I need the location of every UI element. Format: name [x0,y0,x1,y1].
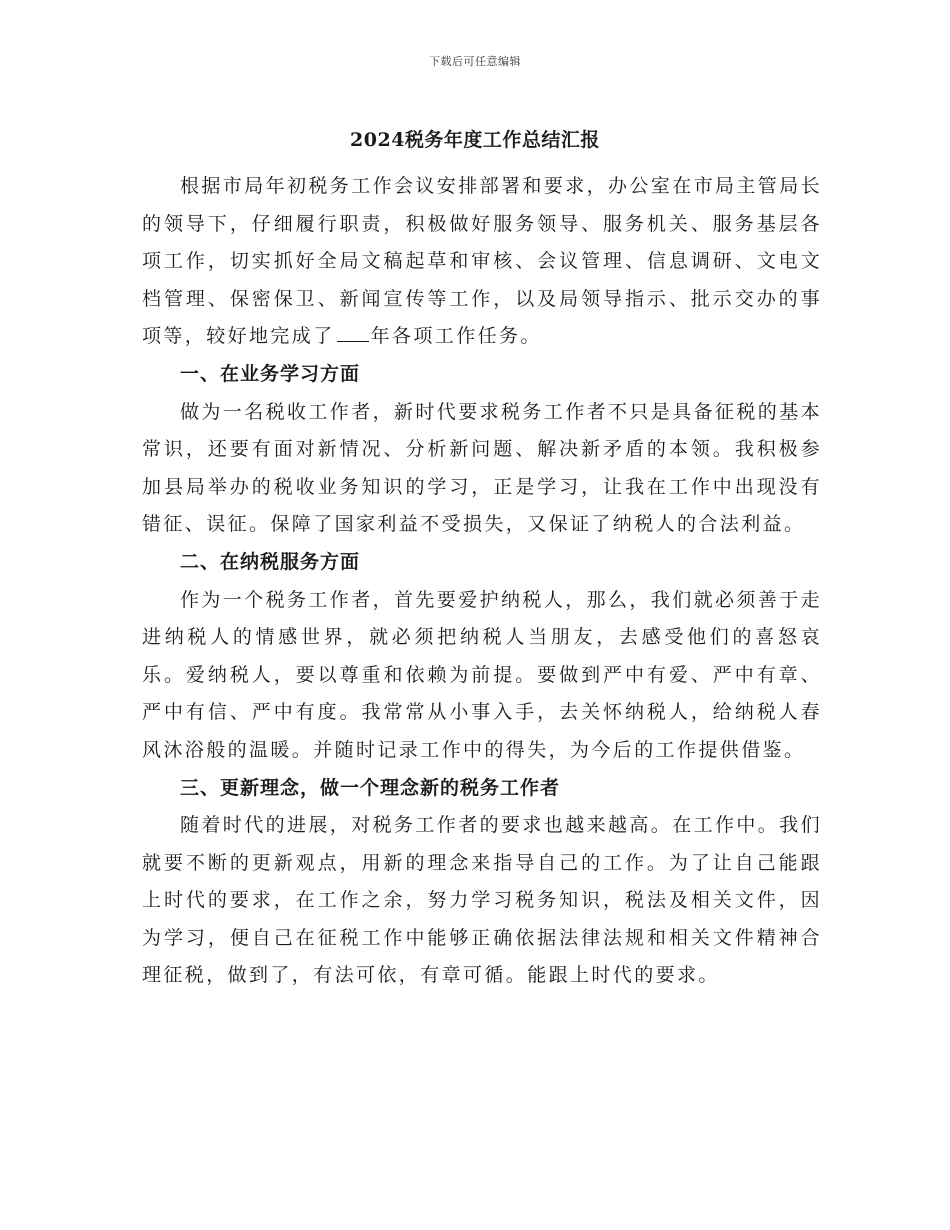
section-body-study: 做为一名税收工作者，新时代要求税务工作者不只是具备征税的基本常识，还要有面对新情况、分析新问题、解决新矛盾的本领。我积极参加县局举办的税收业务知识的学习，正是学习，让我在工作中出现没有错征、误征。保障了国家利益不受损失，又保证了纳税人的合法利益。 [142,400,823,536]
intro-text: 根据市局年初税务工作会议安排部署和要求，办公室在市局主管局长的领导下，仔细履行职责，积极做好服务领导、服务机关、服务基层各项工作，切实抓好全局文稿起草和审核、会议管理、信息调研、文电文档管理、保密保卫、新闻宣传等工作，以及局领导指示、批示交办的事项等，较好地完成了 [142,175,823,348]
section-heading-ideas: 三、更新理念，做一个理念新的税务工作者 [180,776,561,799]
document-title: 2024税务年度工作总结汇报 [350,129,600,151]
header-note: 下载后可任意编辑 [429,55,521,68]
section-heading-study: 一、在业务学习方面 [180,362,361,385]
document-body [142,168,822,995]
intro-text-end: 年各项工作任务。 [370,325,542,348]
section-body-service: 作为一个税务工作者，首先要爱护纳税人，那么，我们就必须善于走进纳税人的情感世界，就必须把纳税人当朋友，去感受他们的喜怒哀乐。爱纳税人，要以尊重和依赖为前提。要做到严中有爱、严中有章、严中有信、严中有度。我常常从小事入手，去关怀纳税人，给纳税人春风沐浴般的温暖。并随时记录工作中的得失，为今后的工作提供借鉴。 [142,588,823,761]
fill-in-blank [337,325,369,342]
section-heading-service: 二、在纳税服务方面 [180,550,361,573]
section-body-ideas: 随着时代的进展，对税务工作者的要求也越来越高。在工作中。我们就要不断的更新观点，用新的理念来指导自己的工作。为了让自己能跟上时代的要求，在工作之余，努力学习税务知识，税法及相关文件，因为学习，便自己在征税工作中能够正确依据法律法规和相关文件精神合理征税，做到了，有法可依，有章可循。能跟上时代的要求。 [142,814,823,987]
intro-paragraph [142,168,822,356]
